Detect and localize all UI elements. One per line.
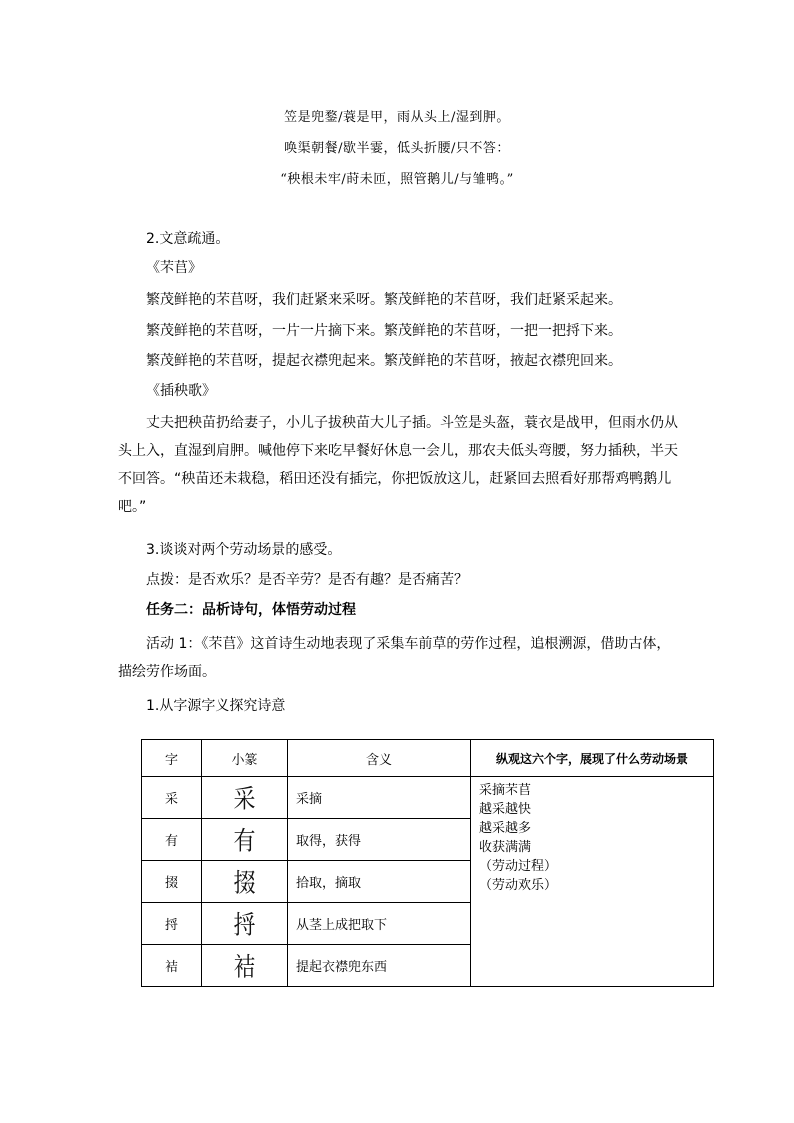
seal-glyph: 掇 bbox=[233, 869, 256, 899]
section-2-heading: 2.文意疏通。 bbox=[146, 231, 230, 247]
fuyi-title: 《芣苢》 bbox=[146, 260, 202, 276]
cell-meaning: 取得，获得 bbox=[288, 819, 471, 861]
cell-meaning: 采摘 bbox=[288, 777, 471, 819]
seal-glyph: 袺 bbox=[233, 953, 256, 983]
summary-line: 收获满满 bbox=[479, 840, 532, 855]
fuyi-line-3: 繁茂鲜艳的芣苢呀，提起衣襟兜起来。繁茂鲜艳的芣苢呀，掖起衣襟兜回来。 bbox=[146, 353, 622, 369]
cell-char: 袺 bbox=[142, 945, 202, 987]
chayang-paragraph: 丈夫把秧苗扔给妻子，小儿子拔秧苗大儿子插。斗笠是头盔，蓑衣是战甲，但雨水仍从头上入，直湿到肩胛。喊他停下来吃早餐好休息一会儿，那农夫低头弯腰，努力插秧，半天不回答。“秧苗还未栽稳，稻田还没有插完，你把饭放这儿，赶紧回去照看好那帮鸡鸭鹅儿吧。” bbox=[118, 415, 678, 515]
fuyi-line-1: 繁茂鲜艳的芣苢呀，我们赶紧来采呀。繁茂鲜艳的芣苢呀，我们赶紧采起来。 bbox=[146, 292, 622, 308]
summary-line: 越采越多 bbox=[479, 821, 532, 836]
cell-char: 掇 bbox=[142, 861, 202, 903]
hint-text: 点拨：是否欢乐？是否辛劳？是否有趣？是否痛苦？ bbox=[146, 572, 468, 588]
fuyi-line-2: 繁茂鲜艳的芣苢呀，一片一片摘下来。繁茂鲜艳的芣苢呀，一把一把捋下来。 bbox=[146, 323, 622, 339]
activity-1-paragraph: 活动 1：《芣苢》这首诗生动地表现了采集车前草的劳作过程，追根溯源，借助古体，描绘劳作场面。 bbox=[118, 636, 671, 680]
header-seal: 小篆 bbox=[202, 740, 288, 777]
header-scene: 纵观这六个字，展现了什么劳动场景 bbox=[471, 740, 714, 777]
subheading-1: 1.从字源字义探究诗意 bbox=[146, 698, 286, 714]
table-row bbox=[142, 777, 714, 819]
cell-char: 采 bbox=[142, 777, 202, 819]
cell-char: 有 bbox=[142, 819, 202, 861]
cell-seal bbox=[202, 819, 288, 861]
cell-seal bbox=[202, 903, 288, 945]
header-char: 字 bbox=[142, 740, 202, 777]
cell-seal bbox=[202, 777, 288, 819]
summary-line: 采摘芣苢 bbox=[479, 783, 532, 798]
poem-line-1: 笠是兜鍪/蓑是甲，雨从头上/湿到胛。 bbox=[284, 110, 510, 125]
glyph-table bbox=[141, 739, 714, 987]
seal-glyph: 有 bbox=[233, 827, 256, 857]
summary-line: （劳动欢乐） bbox=[479, 878, 558, 893]
section-3-heading: 3.谈谈对两个劳动场景的感受。 bbox=[146, 542, 342, 558]
table-header-row bbox=[142, 740, 714, 777]
cell-meaning: 从茎上成把取下 bbox=[288, 903, 471, 945]
cell-seal bbox=[202, 861, 288, 903]
summary-line: 越采越快 bbox=[479, 802, 532, 817]
seal-glyph: 捋 bbox=[233, 911, 256, 941]
summary-line: （劳动过程） bbox=[479, 859, 558, 874]
cell-seal bbox=[202, 945, 288, 987]
poem-line-3: “秧根未牢/莳未匝，照管鹅儿/与雏鸭。” bbox=[280, 172, 514, 187]
chayang-title: 《插秧歌》 bbox=[146, 383, 216, 399]
poem-line-2: 唤渠朝餐/歇半霎，低头折腰/只不答： bbox=[284, 141, 510, 156]
cell-meaning: 拾取，摘取 bbox=[288, 861, 471, 903]
cell-summary bbox=[471, 777, 714, 987]
header-meaning: 含义 bbox=[288, 740, 471, 777]
task-2-heading: 任务二：品析诗句，体悟劳动过程 bbox=[146, 602, 356, 618]
seal-glyph: 采 bbox=[233, 785, 256, 815]
cell-char: 捋 bbox=[142, 903, 202, 945]
cell-meaning: 提起衣襟兜东西 bbox=[288, 945, 471, 987]
